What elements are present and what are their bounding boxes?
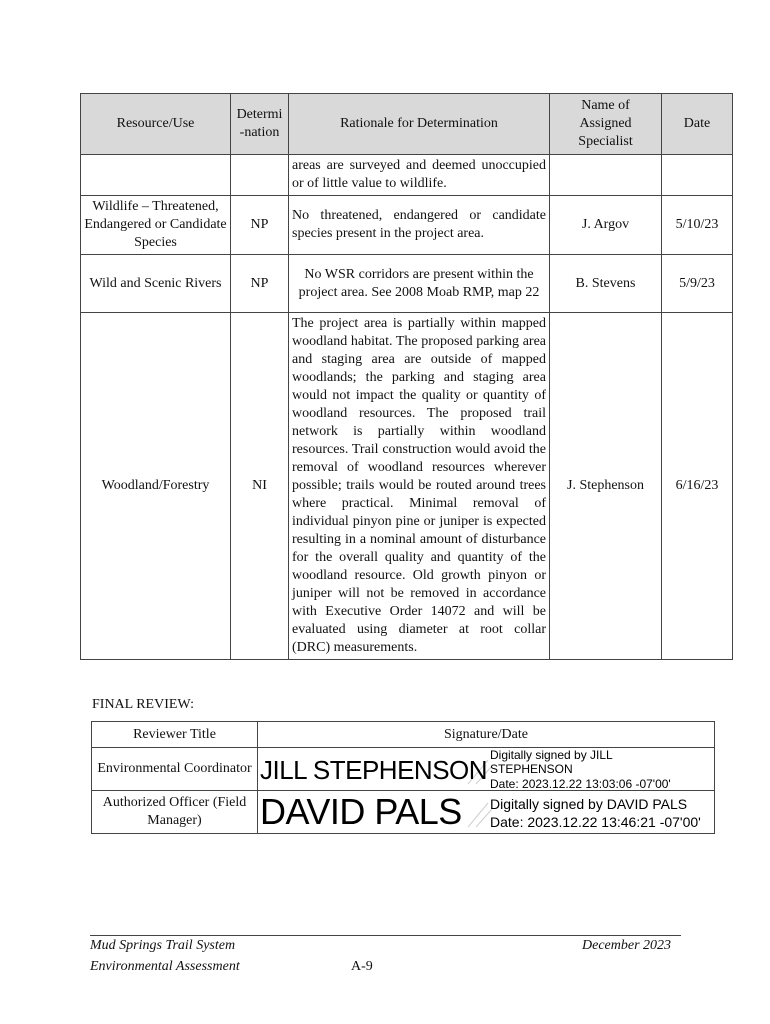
review-row	[92, 791, 715, 834]
cell-specialist: J. Argov	[550, 196, 662, 255]
page-number: A-9	[351, 959, 373, 974]
cell-rationale: No threatened, endangered or candidate species present in the project area.	[289, 196, 550, 255]
footer-date: December 2023	[582, 938, 672, 953]
signature-name: JILL STEPHENSON	[260, 755, 488, 785]
cell-date: 5/9/23	[662, 255, 733, 313]
signature-cell[interactable]	[258, 748, 715, 791]
table-row	[81, 155, 733, 196]
cell-determination	[231, 155, 289, 196]
final-review-label: FINAL REVIEW:	[92, 697, 194, 712]
header-specialist: Name of Assigned Specialist	[550, 94, 662, 155]
cell-specialist: J. Stephenson	[550, 313, 662, 660]
signature-stamp-line1: Digitally signed by JILL	[490, 748, 613, 762]
table-header-row	[81, 94, 733, 155]
header-determination: Determi -nation	[231, 94, 289, 155]
cell-resource	[81, 155, 231, 196]
cell-date: 6/16/23	[662, 313, 733, 660]
cell-determination: NP	[231, 255, 289, 313]
cell-determination: NP	[231, 196, 289, 255]
cell-specialist: B. Stevens	[550, 255, 662, 313]
header-signature-date: Signature/Date	[258, 722, 715, 748]
digital-signature[interactable]	[258, 748, 714, 790]
signature-stamp-line2: STEPHENSON	[490, 762, 573, 776]
header-rationale: Rationale for Determination	[289, 94, 550, 155]
table-row	[81, 313, 733, 660]
footer-project-name: Mud Springs Trail System	[90, 938, 236, 953]
review-row	[92, 748, 715, 791]
signature-name: DAVID PALS	[260, 791, 462, 832]
review-header-row	[92, 722, 715, 748]
footer-document-type: Environmental Assessment	[90, 959, 240, 974]
cell-resource: Wildlife – Threatened, Endangered or Candidate Species	[81, 196, 231, 255]
cell-date: 5/10/23	[662, 196, 733, 255]
signature-cell[interactable]	[258, 791, 715, 834]
cell-date	[662, 155, 733, 196]
cell-resource: Wild and Scenic Rivers	[81, 255, 231, 313]
reviewer-title: Environmental Coordinator	[92, 748, 258, 791]
cell-resource: Woodland/Forestry	[81, 313, 231, 660]
reviewer-title: Authorized Officer (Field Manager)	[92, 791, 258, 834]
cell-rationale: The project area is partially within mapped woodland habitat. The proposed parking area and staging area are outside of mapped woodlands; the parking and staging area would not impact the quality or quantity of woodland resources. The proposed trail network is partially within woodland resources. Trail construction would avoid the removal of woodland resources wherever possible; trails would be routed around trees where practical. Minimal removal of individual pinyon pine or juniper is expected resulting in a nominal amount of disturbance for the overall quality and quantity of the woodland resource. Old growth pinyon or juniper will not be removed in accordance with Executive Order 14072 and will be evaluated using diameter at root collar (DRC) measurements.	[289, 313, 550, 660]
determination-table	[80, 93, 733, 660]
header-reviewer-title: Reviewer Title	[92, 722, 258, 748]
cell-rationale: No WSR corridors are present within the project area. See 2008 Moab RMP, map 22	[289, 255, 550, 313]
footer-divider	[90, 935, 681, 936]
header-resource-use: Resource/Use	[81, 94, 231, 155]
cell-determination: NI	[231, 313, 289, 660]
table-row	[81, 255, 733, 313]
cell-rationale: areas are surveyed and deemed unoccupied or of little value to wildlife.	[289, 155, 550, 196]
signature-stamp-date: Date: 2023.12.22 13:03:06 -07'00'	[490, 777, 671, 790]
final-review-table	[91, 721, 715, 834]
digital-signature[interactable]	[258, 791, 714, 833]
signature-stamp-line1: Digitally signed by DAVID PALS	[490, 796, 688, 812]
cell-specialist	[550, 155, 662, 196]
header-date: Date	[662, 94, 733, 155]
table-row	[81, 196, 733, 255]
signature-stamp-date: Date: 2023.12.22 13:46:21 -07'00'	[490, 814, 701, 830]
